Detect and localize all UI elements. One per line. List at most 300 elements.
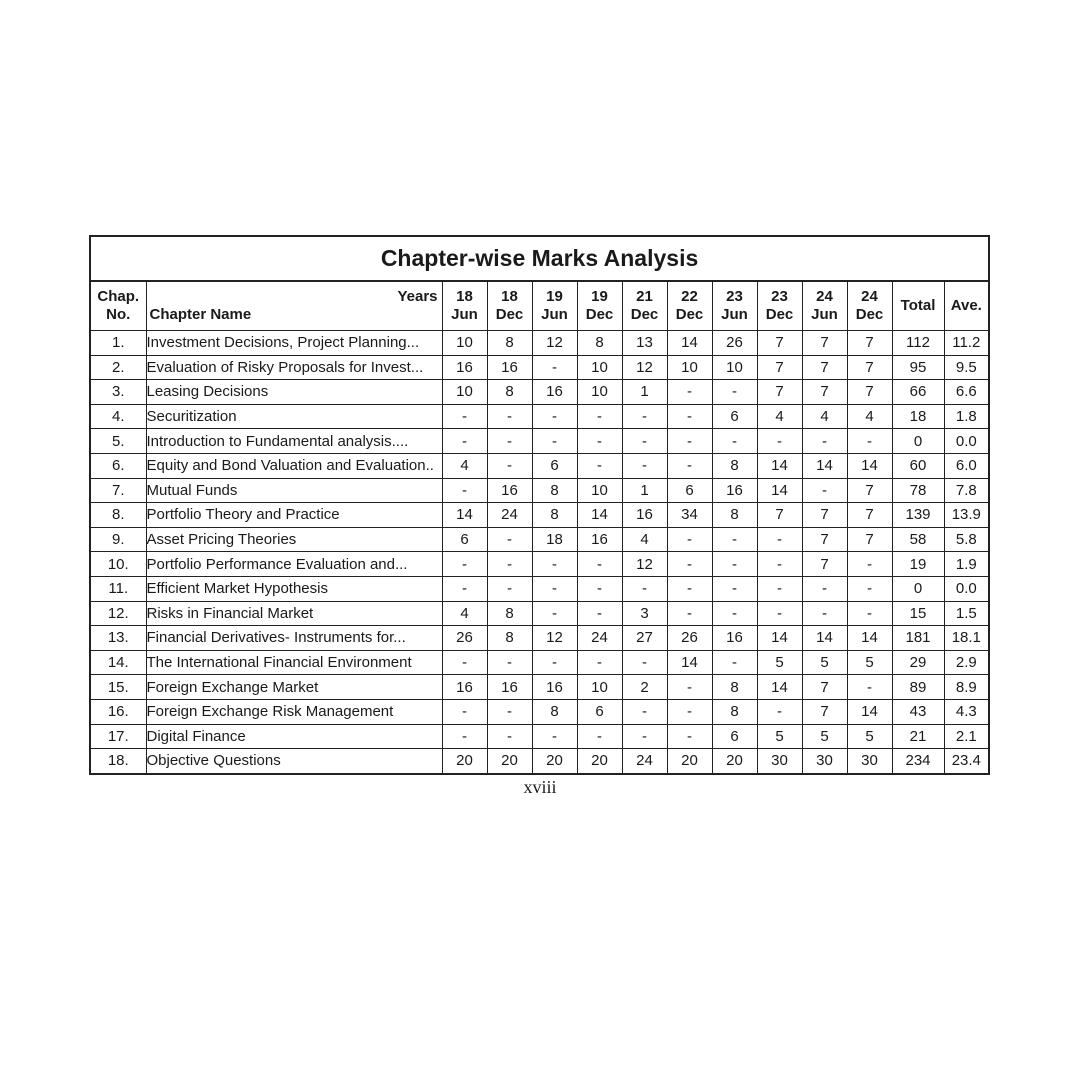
marks-cell: 5 (847, 650, 892, 675)
total-cell: 15 (892, 601, 944, 626)
term-year: 18 (456, 288, 473, 305)
marks-cell: - (802, 478, 847, 503)
marks-cell: - (442, 699, 487, 724)
term-year: 24 (861, 288, 878, 305)
marks-cell: - (667, 380, 712, 405)
marks-cell: - (847, 675, 892, 700)
marks-cell: - (442, 650, 487, 675)
average-cell: 5.8 (944, 527, 989, 552)
marks-cell: 24 (622, 749, 667, 774)
total-cell: 21 (892, 724, 944, 749)
marks-cell: 5 (757, 724, 802, 749)
marks-cell: 8 (487, 626, 532, 651)
years-label: Years (397, 288, 438, 305)
marks-cell: 7 (847, 503, 892, 528)
marks-cell: - (757, 429, 802, 454)
marks-cell: - (622, 429, 667, 454)
total-cell: 19 (892, 552, 944, 577)
term-month: Jun (811, 306, 838, 323)
marks-cell: 7 (802, 552, 847, 577)
average-cell: 7.8 (944, 478, 989, 503)
term-header (757, 281, 802, 331)
marks-cell: - (712, 429, 757, 454)
marks-analysis-table (89, 235, 990, 775)
term-header (712, 281, 757, 331)
chapter-name: Portfolio Performance Evaluation and... (146, 552, 442, 577)
term-year: 23 (771, 288, 788, 305)
marks-cell: - (487, 576, 532, 601)
marks-cell: - (442, 404, 487, 429)
marks-cell: 16 (442, 355, 487, 380)
marks-cell: - (667, 675, 712, 700)
marks-cell: - (757, 552, 802, 577)
marks-cell: 10 (577, 380, 622, 405)
marks-cell: 16 (577, 527, 622, 552)
marks-cell: 12 (622, 552, 667, 577)
marks-cell: - (442, 552, 487, 577)
total-cell: 66 (892, 380, 944, 405)
average-cell: 13.9 (944, 503, 989, 528)
average-cell: 18.1 (944, 626, 989, 651)
marks-cell: - (802, 429, 847, 454)
term-header (442, 281, 487, 331)
marks-cell: 1 (622, 478, 667, 503)
chapter-name: Portfolio Theory and Practice (146, 503, 442, 528)
marks-cell: 16 (532, 380, 577, 405)
total-cell: 18 (892, 404, 944, 429)
chapter-number: 17. (90, 724, 146, 749)
term-month: Jun (451, 306, 478, 323)
term-year: 24 (816, 288, 833, 305)
marks-cell: 4 (757, 404, 802, 429)
marks-cell: - (847, 429, 892, 454)
marks-cell: - (442, 724, 487, 749)
chapter-name-header (146, 281, 442, 331)
average-cell: 8.9 (944, 675, 989, 700)
table-row (90, 478, 989, 503)
table-row (90, 601, 989, 626)
marks-cell: 4 (442, 601, 487, 626)
marks-cell: 14 (442, 503, 487, 528)
marks-cell: - (622, 650, 667, 675)
marks-cell: 8 (712, 675, 757, 700)
marks-cell: - (577, 552, 622, 577)
table-row (90, 576, 989, 601)
table-row (90, 380, 989, 405)
marks-cell: 13 (622, 331, 667, 356)
average-cell: 0.0 (944, 429, 989, 454)
term-month: Dec (495, 306, 524, 323)
table-row (90, 453, 989, 478)
chapter-name: Digital Finance (146, 724, 442, 749)
marks-cell: - (532, 552, 577, 577)
term-month: Dec (585, 306, 614, 323)
total-cell: 60 (892, 453, 944, 478)
marks-cell: 7 (802, 355, 847, 380)
total-cell: 181 (892, 626, 944, 651)
marks-cell: 14 (757, 453, 802, 478)
marks-cell: 24 (487, 503, 532, 528)
marks-cell: 16 (487, 355, 532, 380)
term-year: 22 (681, 288, 698, 305)
marks-cell: 6 (712, 724, 757, 749)
marks-cell: 7 (847, 527, 892, 552)
marks-cell: - (487, 453, 532, 478)
marks-cell: - (577, 404, 622, 429)
term-year: 19 (546, 288, 563, 305)
ave-header: Ave. (944, 281, 989, 331)
marks-cell: 10 (712, 355, 757, 380)
chapter-number: 14. (90, 650, 146, 675)
chapter-name: Asset Pricing Theories (146, 527, 442, 552)
marks-cell: 16 (622, 503, 667, 528)
marks-cell: 8 (487, 601, 532, 626)
marks-cell: - (577, 650, 622, 675)
marks-cell: - (622, 699, 667, 724)
chapter-name: Foreign Exchange Risk Management (146, 699, 442, 724)
chapter-name: Leasing Decisions (146, 380, 442, 405)
marks-cell: 27 (622, 626, 667, 651)
marks-cell: 14 (802, 626, 847, 651)
marks-cell: - (487, 724, 532, 749)
marks-cell: - (847, 576, 892, 601)
total-cell: 139 (892, 503, 944, 528)
marks-cell: 14 (847, 699, 892, 724)
marks-cell: - (487, 527, 532, 552)
marks-cell: 7 (847, 355, 892, 380)
chapter-number: 1. (90, 331, 146, 356)
marks-cell: - (487, 404, 532, 429)
marks-cell: 14 (577, 503, 622, 528)
marks-cell: 8 (712, 453, 757, 478)
average-cell: 1.5 (944, 601, 989, 626)
average-cell: 1.9 (944, 552, 989, 577)
chapter-name: Efficient Market Hypothesis (146, 576, 442, 601)
average-cell: 11.2 (944, 331, 989, 356)
total-cell: 58 (892, 527, 944, 552)
marks-cell: 30 (847, 749, 892, 774)
marks-cell: 4 (442, 453, 487, 478)
marks-cell: 18 (532, 527, 577, 552)
table-row (90, 650, 989, 675)
marks-cell: 7 (802, 699, 847, 724)
marks-cell: - (532, 724, 577, 749)
total-cell: 112 (892, 331, 944, 356)
marks-cell: 20 (577, 749, 622, 774)
chapter-name: Risks in Financial Market (146, 601, 442, 626)
table-row (90, 552, 989, 577)
term-header (802, 281, 847, 331)
term-month: Dec (675, 306, 704, 323)
marks-cell: - (847, 552, 892, 577)
total-cell: 234 (892, 749, 944, 774)
term-header (847, 281, 892, 331)
marks-cell: - (577, 601, 622, 626)
marks-cell: 5 (802, 724, 847, 749)
term-year: 23 (726, 288, 743, 305)
marks-cell: - (757, 699, 802, 724)
term-header (532, 281, 577, 331)
chapter-number: 3. (90, 380, 146, 405)
average-cell: 1.8 (944, 404, 989, 429)
table-body (90, 331, 989, 774)
chap-no-label-line2: No. (106, 306, 131, 323)
marks-cell: - (487, 552, 532, 577)
chapter-name: Securitization (146, 404, 442, 429)
total-cell: 0 (892, 576, 944, 601)
marks-cell: 5 (847, 724, 892, 749)
marks-cell: - (712, 380, 757, 405)
marks-cell: 6 (712, 404, 757, 429)
marks-cell: - (712, 576, 757, 601)
total-cell: 89 (892, 675, 944, 700)
marks-cell: 14 (757, 478, 802, 503)
marks-cell: 10 (667, 355, 712, 380)
average-cell: 4.3 (944, 699, 989, 724)
marks-cell: - (622, 576, 667, 601)
marks-cell: - (532, 601, 577, 626)
average-cell: 0.0 (944, 576, 989, 601)
term-header (577, 281, 622, 331)
marks-cell: 14 (667, 650, 712, 675)
marks-cell: 8 (532, 478, 577, 503)
marks-cell: 14 (757, 675, 802, 700)
marks-cell: 8 (532, 503, 577, 528)
chapter-name: Introduction to Fundamental analysis.... (146, 429, 442, 454)
marks-cell: 10 (577, 478, 622, 503)
marks-cell: - (532, 576, 577, 601)
marks-cell: 7 (757, 331, 802, 356)
total-header: Total (892, 281, 944, 331)
chapter-name: Investment Decisions, Project Planning... (146, 331, 442, 356)
table-row (90, 429, 989, 454)
marks-cell: 4 (847, 404, 892, 429)
marks-cell: - (667, 576, 712, 601)
marks-cell: 30 (757, 749, 802, 774)
marks-cell: 7 (802, 527, 847, 552)
marks-cell: - (532, 355, 577, 380)
table-row (90, 331, 989, 356)
chapter-number: 9. (90, 527, 146, 552)
marks-cell: - (577, 453, 622, 478)
total-cell: 95 (892, 355, 944, 380)
marks-cell: 10 (442, 331, 487, 356)
marks-cell: 7 (757, 355, 802, 380)
table-row (90, 355, 989, 380)
chap-no-header (90, 281, 146, 331)
marks-cell: 7 (802, 331, 847, 356)
marks-cell: 8 (577, 331, 622, 356)
marks-cell: - (667, 724, 712, 749)
marks-cell: 6 (442, 527, 487, 552)
marks-cell: - (532, 404, 577, 429)
marks-cell: - (667, 699, 712, 724)
marks-cell: - (667, 527, 712, 552)
marks-cell: 16 (442, 675, 487, 700)
marks-cell: - (757, 576, 802, 601)
term-month: Dec (630, 306, 659, 323)
marks-cell: - (487, 699, 532, 724)
marks-cell: - (667, 601, 712, 626)
chapter-number: 10. (90, 552, 146, 577)
marks-cell: 16 (712, 478, 757, 503)
table-row (90, 749, 989, 774)
marks-cell: 5 (802, 650, 847, 675)
marks-cell: 8 (487, 331, 532, 356)
term-month: Jun (541, 306, 568, 323)
marks-cell: 10 (577, 675, 622, 700)
chapter-name: Mutual Funds (146, 478, 442, 503)
chapter-number: 16. (90, 699, 146, 724)
chapter-name: Objective Questions (146, 749, 442, 774)
marks-cell: 6 (532, 453, 577, 478)
table-row (90, 724, 989, 749)
marks-cell: 4 (622, 527, 667, 552)
marks-cell: 10 (577, 355, 622, 380)
term-header (487, 281, 532, 331)
marks-cell: - (847, 601, 892, 626)
marks-cell: 26 (712, 331, 757, 356)
marks-cell: 26 (667, 626, 712, 651)
header-row (90, 281, 989, 331)
chapter-number: 8. (90, 503, 146, 528)
marks-cell: 14 (847, 453, 892, 478)
marks-cell: - (577, 576, 622, 601)
marks-cell: - (577, 429, 622, 454)
marks-cell: 8 (532, 699, 577, 724)
chapter-number: 15. (90, 675, 146, 700)
marks-cell: 16 (532, 675, 577, 700)
total-cell: 43 (892, 699, 944, 724)
chapter-number: 5. (90, 429, 146, 454)
average-cell: 6.0 (944, 453, 989, 478)
table-title: Chapter-wise Marks Analysis (90, 236, 989, 281)
marks-cell: - (667, 453, 712, 478)
marks-cell: 8 (712, 699, 757, 724)
marks-cell: 16 (487, 675, 532, 700)
marks-cell: 14 (757, 626, 802, 651)
chapter-name: Financial Derivatives- Instruments for... (146, 626, 442, 651)
average-cell: 2.9 (944, 650, 989, 675)
marks-cell: 14 (847, 626, 892, 651)
marks-cell: 8 (712, 503, 757, 528)
marks-cell: 12 (532, 626, 577, 651)
marks-cell: - (712, 601, 757, 626)
marks-cell: 20 (532, 749, 577, 774)
marks-cell: 16 (487, 478, 532, 503)
marks-cell: 7 (847, 331, 892, 356)
marks-cell: 1 (622, 380, 667, 405)
chapter-name-label: Chapter Name (149, 306, 252, 323)
marks-cell: 20 (487, 749, 532, 774)
average-cell: 6.6 (944, 380, 989, 405)
marks-cell: 7 (757, 503, 802, 528)
chapter-name: Foreign Exchange Market (146, 675, 442, 700)
marks-cell: 20 (442, 749, 487, 774)
marks-cell: 8 (487, 380, 532, 405)
marks-cell: - (667, 404, 712, 429)
marks-cell: 3 (622, 601, 667, 626)
total-cell: 78 (892, 478, 944, 503)
marks-cell: 16 (712, 626, 757, 651)
chapter-number: 13. (90, 626, 146, 651)
marks-cell: - (442, 429, 487, 454)
marks-cell: 34 (667, 503, 712, 528)
marks-cell: 24 (577, 626, 622, 651)
total-cell: 29 (892, 650, 944, 675)
table-row (90, 626, 989, 651)
chapter-number: 4. (90, 404, 146, 429)
term-month: Jun (721, 306, 748, 323)
marks-cell: 7 (802, 503, 847, 528)
marks-cell: 6 (667, 478, 712, 503)
marks-cell: 12 (622, 355, 667, 380)
marks-cell: 12 (532, 331, 577, 356)
marks-cell: 30 (802, 749, 847, 774)
chapter-number: 11. (90, 576, 146, 601)
marks-cell: - (577, 724, 622, 749)
marks-cell: 7 (802, 675, 847, 700)
marks-cell: - (487, 650, 532, 675)
marks-cell: 20 (667, 749, 712, 774)
table-row (90, 404, 989, 429)
table-row (90, 527, 989, 552)
marks-cell: - (802, 576, 847, 601)
average-cell: 23.4 (944, 749, 989, 774)
chap-no-label-line1: Chap. (97, 288, 140, 305)
marks-cell: - (622, 724, 667, 749)
chapter-number: 6. (90, 453, 146, 478)
chapter-name: The International Financial Environment (146, 650, 442, 675)
marks-cell: 4 (802, 404, 847, 429)
marks-cell: - (622, 453, 667, 478)
page-number: xviii (523, 777, 557, 797)
marks-cell: - (667, 552, 712, 577)
marks-cell: - (802, 601, 847, 626)
marks-cell: - (757, 527, 802, 552)
marks-cell: 7 (847, 478, 892, 503)
marks-cell: 6 (577, 699, 622, 724)
marks-cell: - (712, 552, 757, 577)
term-header (667, 281, 712, 331)
chapter-number: 2. (90, 355, 146, 380)
table-row (90, 503, 989, 528)
table-row (90, 675, 989, 700)
marks-cell: - (532, 650, 577, 675)
marks-cell: 7 (757, 380, 802, 405)
average-cell: 9.5 (944, 355, 989, 380)
table-row (90, 699, 989, 724)
marks-cell: - (532, 429, 577, 454)
total-cell: 0 (892, 429, 944, 454)
marks-cell: 5 (757, 650, 802, 675)
marks-cell: - (712, 650, 757, 675)
marks-cell: - (757, 601, 802, 626)
marks-cell: - (442, 576, 487, 601)
chapter-number: 12. (90, 601, 146, 626)
term-month: Dec (855, 306, 884, 323)
marks-cell: 2 (622, 675, 667, 700)
marks-cell: 14 (667, 331, 712, 356)
term-year: 18 (501, 288, 518, 305)
marks-cell: - (442, 478, 487, 503)
marks-cell: - (712, 527, 757, 552)
chapter-name: Equity and Bond Valuation and Evaluation.. (146, 453, 442, 478)
average-cell: 2.1 (944, 724, 989, 749)
marks-cell: - (622, 404, 667, 429)
chapter-name: Evaluation of Risky Proposals for Invest... (146, 355, 442, 380)
marks-cell: 7 (847, 380, 892, 405)
